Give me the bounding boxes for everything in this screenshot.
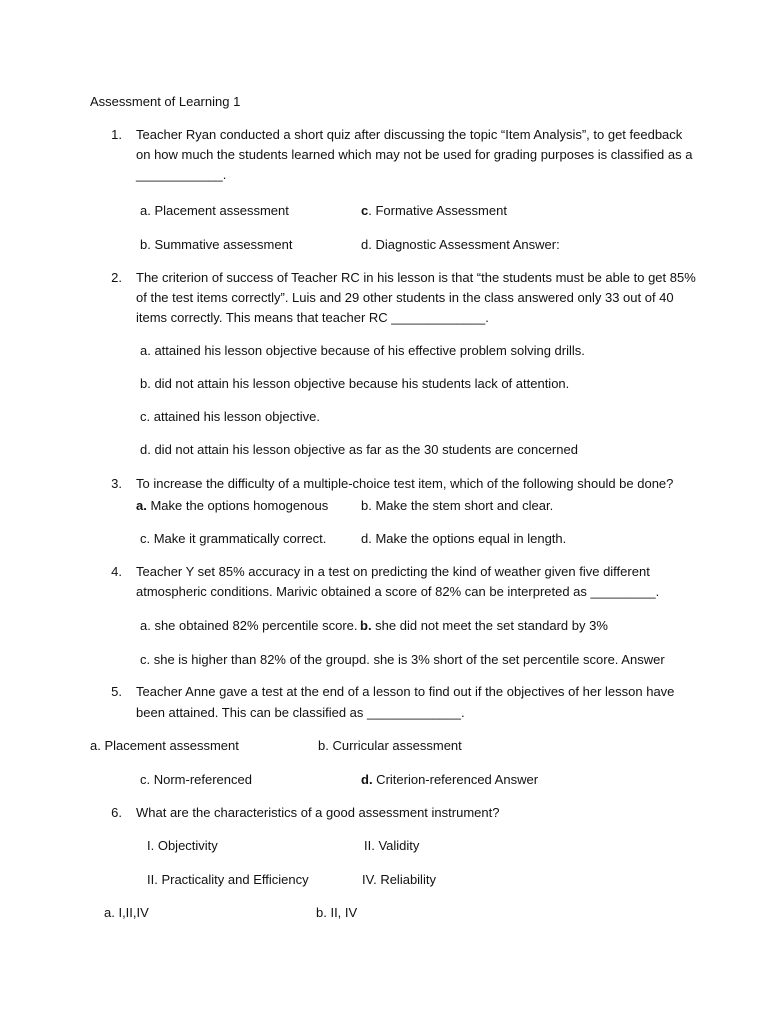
question-number: 6. bbox=[111, 805, 122, 820]
question-text-line: of the test items correctly”. Luis and 29 other students in the class answered only 33 out of 40 bbox=[136, 290, 674, 305]
option-c: c. attained his lesson objective. bbox=[140, 409, 320, 424]
question-number: 5. bbox=[111, 684, 122, 699]
question-number: 1. bbox=[111, 127, 122, 142]
question-text-line: Teacher Anne gave a test at the end of a lesson to find out if the objectives of her lesson have bbox=[136, 684, 675, 699]
option-c: c. Make it grammatically correct. bbox=[140, 531, 327, 546]
option-b: b. II, IV bbox=[316, 905, 358, 920]
question-text-line: atmospheric conditions. Marivic obtained a score of 82% can be interpreted as _________. bbox=[136, 584, 660, 599]
question-text-line: Teacher Ryan conducted a short quiz after discussing the topic “Item Analysis”, to get feedback bbox=[136, 127, 683, 142]
option-text: . Formative Assessment bbox=[368, 203, 507, 218]
question-text-line: To increase the difficulty of a multiple-choice test item, which of the following should be done? bbox=[136, 476, 674, 491]
item-iv: IV. Reliability bbox=[362, 872, 436, 887]
document-title: Assessment of Learning 1 bbox=[90, 94, 241, 109]
option-letter: b. bbox=[360, 618, 372, 633]
question-number: 4. bbox=[111, 564, 122, 579]
option-a: a. I,II,IV bbox=[104, 905, 149, 920]
option-a: a. Placement assessment bbox=[140, 203, 289, 218]
question-text-line: The criterion of success of Teacher RC in his lesson is that “the students must be able to get 85% bbox=[136, 270, 696, 285]
option-d: d. Diagnostic Assessment Answer: bbox=[361, 237, 560, 252]
question-number: 2. bbox=[111, 270, 122, 285]
option-letter: c bbox=[361, 203, 369, 218]
option-text: Make the options homogenous bbox=[146, 498, 329, 513]
question-text-line: What are the characteristics of a good assessment instrument? bbox=[136, 805, 500, 820]
question-text-line: Teacher Y set 85% accuracy in a test on predicting the kind of weather given five different bbox=[136, 564, 650, 579]
question-text-line: ____________. bbox=[136, 167, 227, 182]
question-text-line: been attained. This can be classified as _____________. bbox=[136, 705, 465, 720]
option-text: Criterion-referenced Answer bbox=[372, 772, 539, 787]
option-a: a. attained his lesson objective because of his effective problem solving drills. bbox=[140, 343, 585, 358]
item-ii: II. Validity bbox=[364, 838, 420, 853]
option-b: b. did not attain his lesson objective because his students lack of attention. bbox=[140, 376, 570, 391]
option-letter: d. bbox=[361, 772, 373, 787]
option-a: a. she obtained 82% percentile score. bbox=[140, 618, 358, 633]
item-i: I. Objectivity bbox=[147, 838, 218, 853]
option-d bbox=[361, 770, 538, 790]
question-number: 3. bbox=[111, 476, 122, 491]
option-letter: a. bbox=[136, 498, 147, 513]
option-a: a. Placement assessment bbox=[90, 738, 239, 753]
option-d: d. Make the options equal in length. bbox=[361, 531, 567, 546]
option-c bbox=[361, 201, 507, 221]
question-text-line: on how much the students learned which may not be used for grading purposes is classified as a bbox=[136, 147, 693, 162]
item-iii: II. Practicality and Efficiency bbox=[147, 872, 309, 887]
option-b: b. Curricular assessment bbox=[318, 738, 462, 753]
question-text-line: items correctly. This means that teacher RC _____________. bbox=[136, 310, 489, 325]
option-b: b. Summative assessment bbox=[140, 237, 293, 252]
option-c: c. she is higher than 82% of the group bbox=[140, 652, 359, 667]
option-b bbox=[360, 616, 608, 636]
option-text: she did not meet the set standard by 3% bbox=[371, 618, 608, 633]
option-a bbox=[136, 496, 328, 516]
option-c: c. Norm-referenced bbox=[140, 772, 252, 787]
option-d: d. she is 3% short of the set percentile score. Answer bbox=[359, 652, 665, 667]
option-b: b. Make the stem short and clear. bbox=[361, 498, 554, 513]
option-d: d. did not attain his lesson objective as far as the 30 students are concerned bbox=[140, 442, 578, 457]
